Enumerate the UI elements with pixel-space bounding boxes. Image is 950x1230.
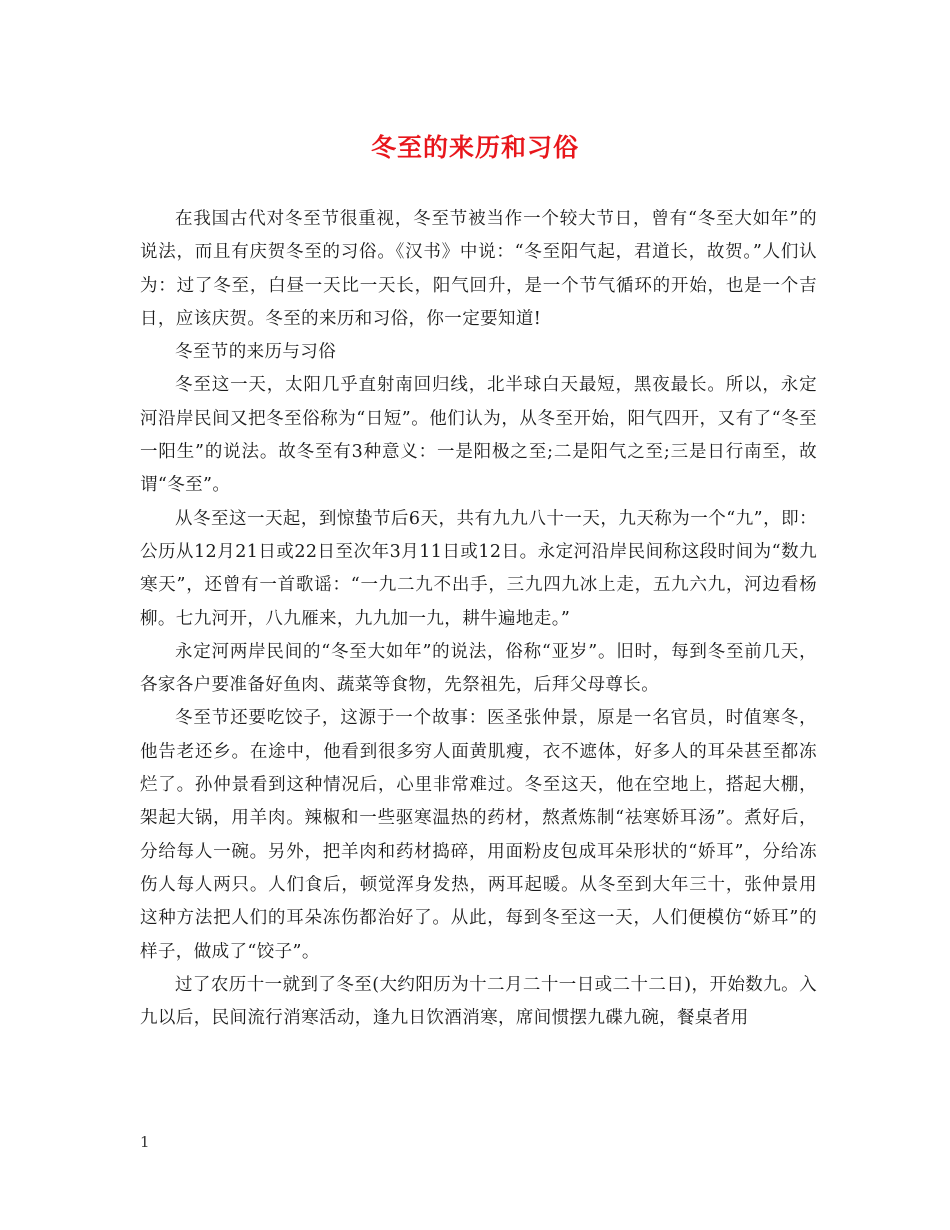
paragraph-xiaohan: 过了农历十一就到了冬至(大约阳历为十二月二十一日或二十二日)，开始数九。入九以后，民间流行消寒活动，逢九日饮酒消寒，席间惯摆九碟九碗，餐桌者用 [140, 974, 817, 1029]
paragraph-counting-nines: 从冬至这一天起，到惊蛰节后6天，共有九九八十一天，九天称为一个“九”，即：公历从12月21日或22日至次年3月11日或12日。永定河沿岸民间称这段时间为“数九寒天”，还曾有一首歌谣：“一九二九不出手，三九四九冰上走，五九六九，河边看杨柳。七九河开，八九雁来，九九加一九，耕牛遍地走。” [140, 508, 817, 629]
paragraph-solstice-meaning: 冬至这一天，太阳几乎直射南回归线，北半球白天最短，黑夜最长。所以，永定河沿岸民间又把冬至俗称为“日短”。他们认为，从冬至开始，阳气四开，又有了“冬至一阳生”的说法。故冬至有3种意义：一是阳极之至;二是阳气之至;三是日行南至，故谓“冬至”。 [140, 375, 817, 496]
paragraph-dumplings: 冬至节还要吃饺子，这源于一个故事：医圣张仲景，原是一名官员，时值寒冬，他告老还乡。在途中，他看到很多穷人面黄肌瘦，衣不遮体，好多人的耳朵甚至都冻烂了。孙仲景看到这种情况后，心里非常难过。冬至这天，他在空地上，搭起大棚，架起大锅，用羊肉。辣椒和一些驱寒温热的药材，熬煮炼制“祛寒娇耳汤”。煮好后，分给每人一碗。另外，把羊肉和药材捣碎，用面粉皮包成耳朵形状的“娇耳”，分给冻伤人每人两只。人们食后，顿觉浑身发热，两耳起暖。从冬至到大年三十，张仲景用这种方法把人们的耳朵冻伤都治好了。从此，每到冬至这一天，人们便模仿“娇耳”的样子，做成了“饺子”。 [140, 708, 817, 962]
section-heading: 冬至节的来历与习俗 [175, 342, 337, 363]
paragraph-intro: 在我国古代对冬至节很重视，冬至节被当作一个较大节日，曾有“冬至大如年”的说法，而且有庆贺冬至的习俗。《汉书》中说：“冬至阳气起，君道长，故贺。”人们认为：过了冬至，白昼一天比一天长，阳气回升，是一个节气循环的开始，也是一个吉日，应该庆贺。冬至的来历和习俗，你一定要知道! [140, 209, 817, 329]
page-number: 1 [140, 1133, 150, 1151]
paragraph-yasui: 永定河两岸民间的“冬至大如年”的说法，俗称“亚岁”。旧时，每到冬至前几天，各家各户要准备好鱼肉、蔬菜等食物，先祭祖先，后拜父母尊长。 [140, 641, 817, 696]
document-title: 冬至的来历和习俗 [370, 133, 579, 162]
document-body [140, 203, 817, 1035]
